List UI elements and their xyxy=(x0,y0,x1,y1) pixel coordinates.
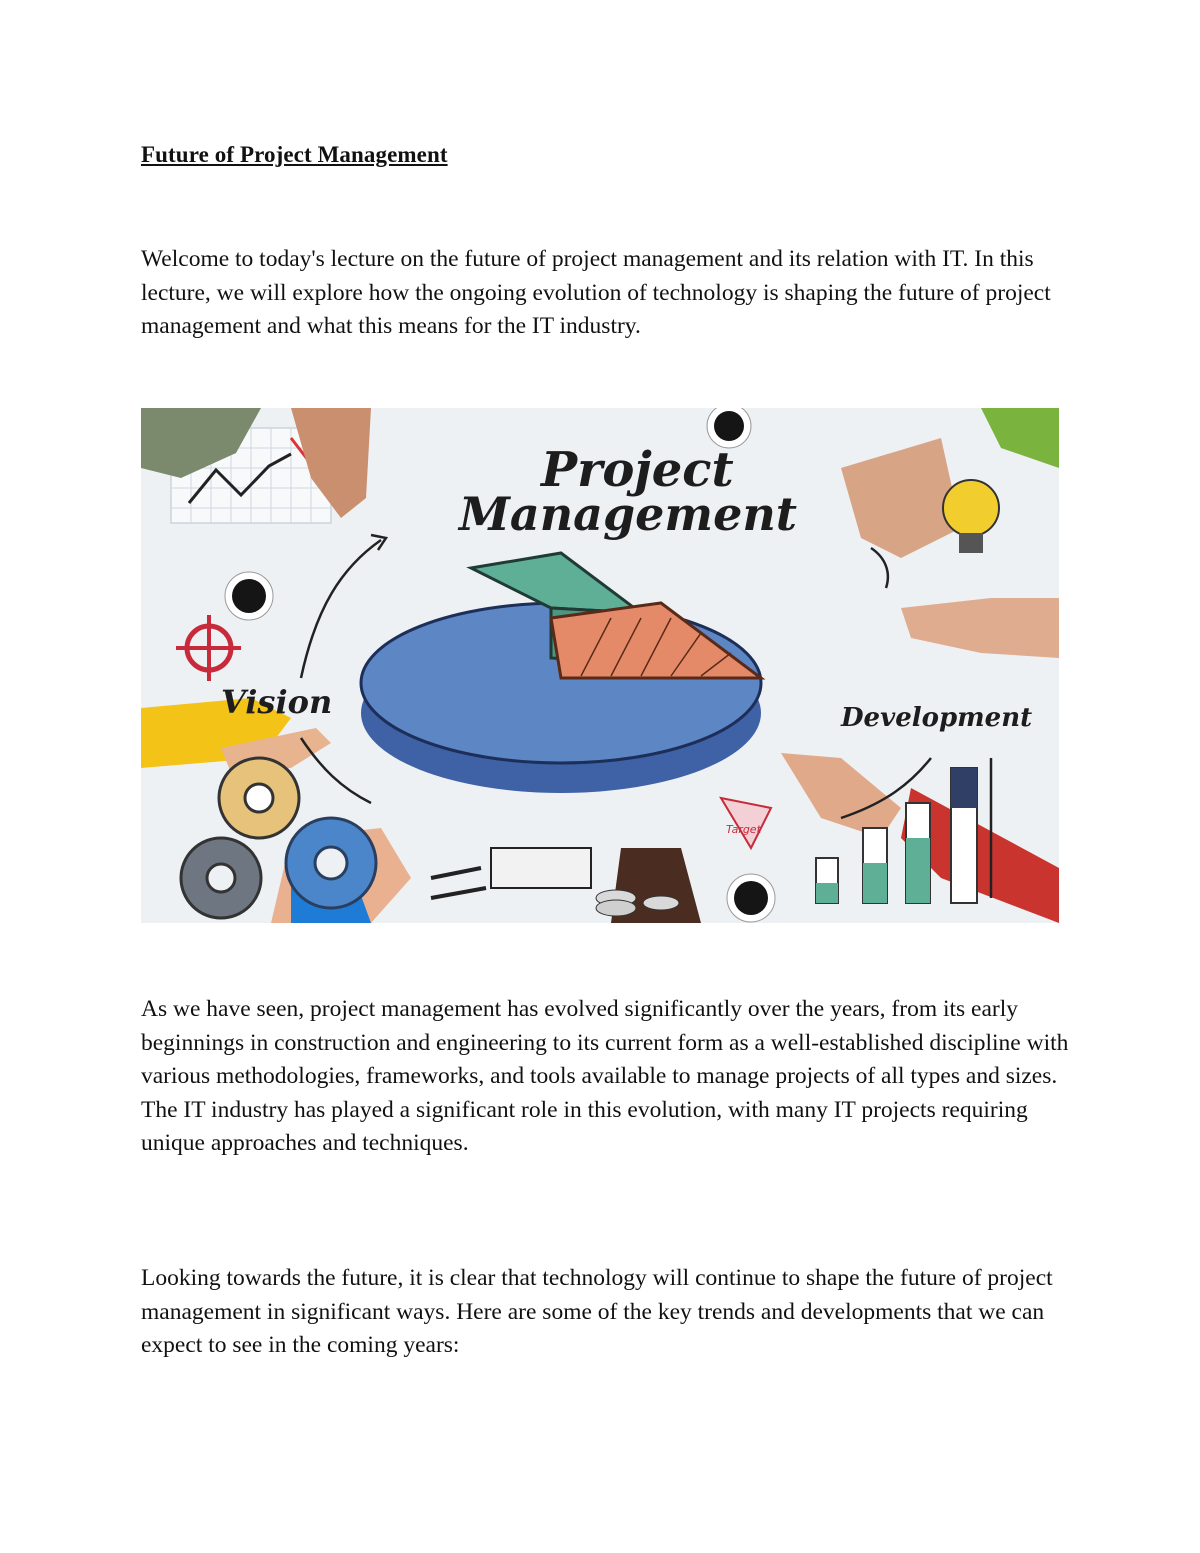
illustration-label-right: Development xyxy=(841,703,1033,733)
document-title: Future of Project Management xyxy=(141,142,448,167)
project-management-illustration xyxy=(141,408,1059,923)
future-trends-paragraph: Looking towards the future, it is clear that technology will continue to shape the future of project management in significant ways. Here are some of the key trends and developments that we can expect to see in the coming years: xyxy=(141,1265,1053,1358)
illustration-label-left: Vision xyxy=(221,683,333,721)
illustration-heading-line1: Project xyxy=(541,442,734,498)
target-tag-label: Target xyxy=(726,823,761,836)
illustration-heading-line2: Management xyxy=(459,487,798,541)
evolution-paragraph: As we have seen, project management has evolved significantly over the years, from its early beginnings in construction and engineering to its current form as a well-established discipline with various methodologies, frameworks, and tools available to manage projects of all types and sizes. The IT industry has played a significant role in this evolution, with many IT projects requiring unique approaches and techniques. xyxy=(141,996,1069,1156)
intro-paragraph: Welcome to today's lecture on the future of project management and its relation with IT. In this lecture, we will explore how the ongoing evolution of technology is shaping the future of project management and what this means for the IT industry. xyxy=(141,246,1051,339)
